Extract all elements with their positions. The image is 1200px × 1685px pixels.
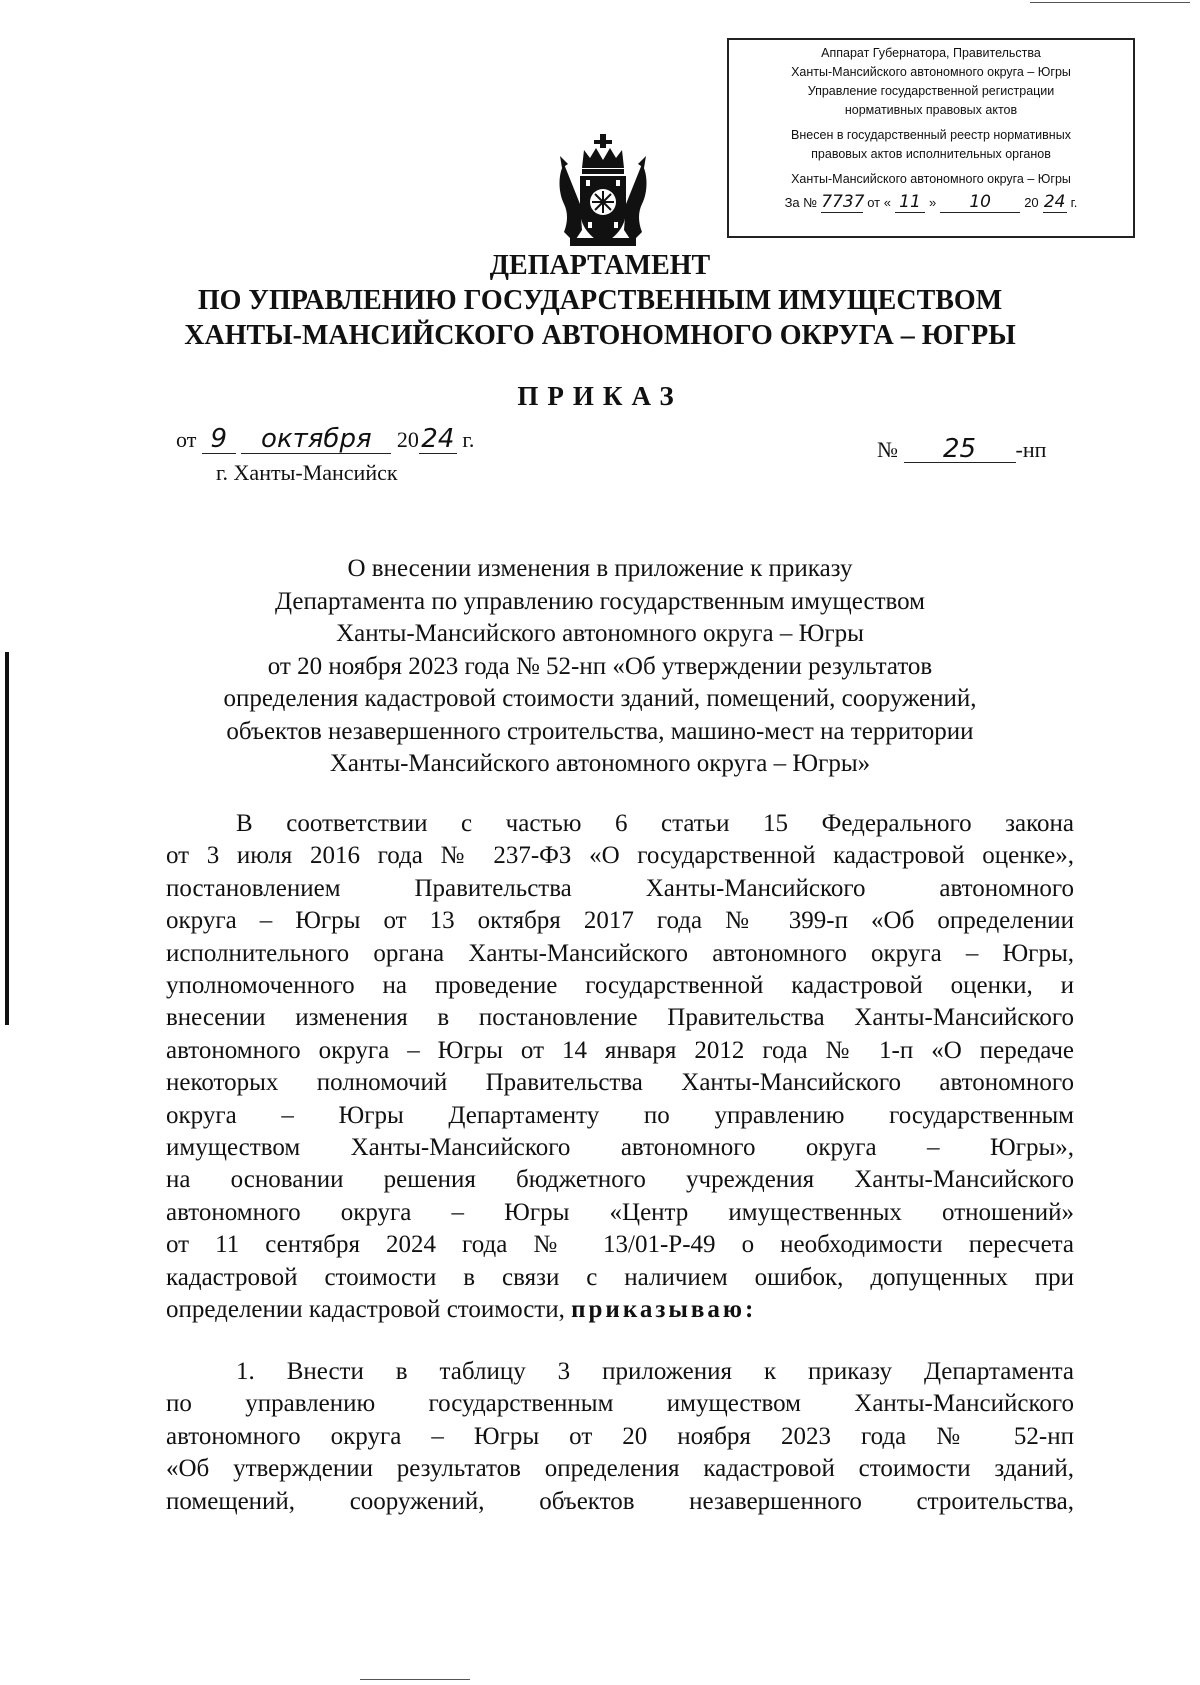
department-header-line: ДЕПАРТАМЕНТ	[489, 250, 711, 281]
subject-line: от 20 ноября 2023 года № 52-нп «Об утверждении результатов	[267, 652, 933, 680]
order-keyword-colon: :	[745, 1296, 757, 1324]
stamp-reg-from: от «	[867, 195, 891, 210]
date-month: октября	[241, 425, 391, 454]
order-keyword: приказываю	[571, 1296, 746, 1324]
department-header-line: ПО УПРАВЛЕНИЮ ГОСУДАРСТВЕННЫМ ИМУЩЕСТВОМ	[197, 285, 1003, 316]
paragraph-last-line	[166, 1294, 1074, 1326]
stamp-line: нормативных правовых актов	[844, 103, 1018, 117]
paragraph-line: от 3 июля 2016 года № 237-ФЗ «О государственной кадастровой оценке»,	[166, 842, 1074, 870]
stamp-reg-year: 24	[1043, 192, 1066, 212]
order-subject	[100, 553, 1100, 781]
paragraph-line: по управлению государственным имуществом Ханты-Мансийского	[166, 1390, 1074, 1418]
department-header	[100, 248, 1100, 353]
paragraph-line: уполномоченного на проведение государственной кадастровой оценки, и	[166, 972, 1074, 1000]
order-number	[877, 436, 1046, 463]
paragraph-line: В соответствии с частью 6 статьи 15 Федерального закона	[236, 810, 1074, 837]
date-day: 9	[202, 425, 236, 454]
paragraph-line: на основании решения бюджетного учреждения Ханты-Мансийского	[166, 1166, 1074, 1194]
scan-artifact-line	[1030, 2, 1190, 3]
paragraph-line: постановлением Правительства Ханты-Мансийского автономного	[166, 874, 1074, 902]
number-suffix: -нп	[1015, 437, 1047, 462]
paragraph-line: округа – Югры от 13 октября 2017 года № 399-п «Об определении	[166, 907, 1074, 935]
subject-line: Департамента по управлению государственным имуществом	[275, 587, 925, 615]
clause-1-paragraph	[166, 1356, 1074, 1518]
stamp-reg-suffix: г.	[1070, 195, 1078, 210]
stamp-registration-line	[729, 192, 1133, 213]
order-date	[176, 425, 474, 454]
paragraph-line: 1. Внести в таблицу 3 приложения к приказу Департамента	[236, 1358, 1074, 1385]
number-prefix: №	[877, 437, 898, 462]
number-value: 25	[904, 436, 1016, 463]
subject-line: Ханты-Мансийского автономного округа – Югры	[336, 620, 864, 647]
paragraph-line: кадастровой стоимости в связи с наличием ошибок, допущенных при	[166, 1263, 1074, 1291]
paragraph-line: некоторых полномочий Правительства Ханты-Мансийского автономного	[166, 1069, 1074, 1097]
scan-artifact-line	[360, 1679, 470, 1680]
paragraph-line: исполнительного органа Ханты-Мансийского автономного округа – Югры,	[166, 939, 1074, 967]
coat-of-arms-emblem	[556, 134, 650, 248]
date-prefix: от	[176, 427, 197, 452]
order-title: ПРИКАЗ	[517, 381, 683, 411]
stamp-reg-quote: »	[928, 195, 937, 210]
preamble-paragraph	[166, 808, 1074, 1327]
stamp-reg-number: 7737	[821, 192, 865, 212]
paragraph-line: от 11 сентября 2024 года № 13/01-Р-49 о необходимости пересчета	[166, 1231, 1074, 1259]
paragraph-line-text: определении кадастровой стоимости,	[166, 1296, 565, 1324]
subject-line: объектов незавершенного строительства, машино-мест на территории	[226, 717, 974, 745]
paragraph-line: автономного округа – Югры «Центр имущественных отношений»	[166, 1198, 1074, 1226]
paragraph-line: округа – Югры Департаменту по управлению государственным	[166, 1101, 1074, 1129]
stamp-line: Управление государственной регистрации	[807, 84, 1055, 98]
date-year: 24	[419, 425, 457, 454]
date-suffix: г.	[462, 427, 475, 452]
stamp-line: Ханты-Мансийского автономного округа – Югры	[791, 172, 1071, 186]
subject-line: Ханты-Мансийского автономного округа – Югры»	[329, 750, 871, 777]
paragraph-line: имуществом Ханты-Мансийского автономного округа – Югры»,	[166, 1134, 1074, 1162]
subject-line: О внесении изменения в приложение к приказу	[347, 555, 853, 582]
paragraph-line: «Об утверждении результатов определения кадастровой стоимости зданий,	[166, 1455, 1074, 1483]
registration-stamp	[727, 38, 1135, 238]
paragraph-line: внесении изменения в постановление Правительства Ханты-Мансийского	[166, 1004, 1074, 1032]
stamp-line: Аппарат Губернатора, Правительства	[821, 46, 1041, 60]
paragraph-line: автономного округа – Югры от 14 января 2012 года № 1-п «О передаче	[166, 1036, 1074, 1064]
scan-margin-bar	[5, 652, 9, 1025]
stamp-reg-year-prefix: 20	[1024, 195, 1039, 210]
paragraph-line: помещений, сооружений, объектов незавершенного строительства,	[166, 1487, 1074, 1515]
stamp-reg-month: 10	[940, 192, 1020, 213]
date-year-prefix: 20	[396, 427, 419, 452]
city: г. Ханты-Мансийск	[216, 460, 398, 485]
stamp-line: правовых актов исполнительных органов	[811, 147, 1051, 161]
subject-line: определения кадастровой стоимости зданий, помещений, сооружений,	[223, 685, 977, 712]
stamp-reg-prefix: За №	[784, 195, 818, 210]
stamp-line: Ханты-Мансийского автономного округа – Югры	[791, 65, 1071, 79]
paragraph-line: автономного округа – Югры от 20 ноября 2023 года № 52-нп	[166, 1422, 1074, 1450]
department-header-line: ХАНТЫ-МАНСИЙСКОГО АВТОНОМНОГО ОКРУГА – ЮГРЫ	[184, 320, 1016, 351]
stamp-reg-day: 11	[895, 192, 925, 213]
stamp-line: Внесен в государственный реестр нормативных	[791, 128, 1071, 142]
